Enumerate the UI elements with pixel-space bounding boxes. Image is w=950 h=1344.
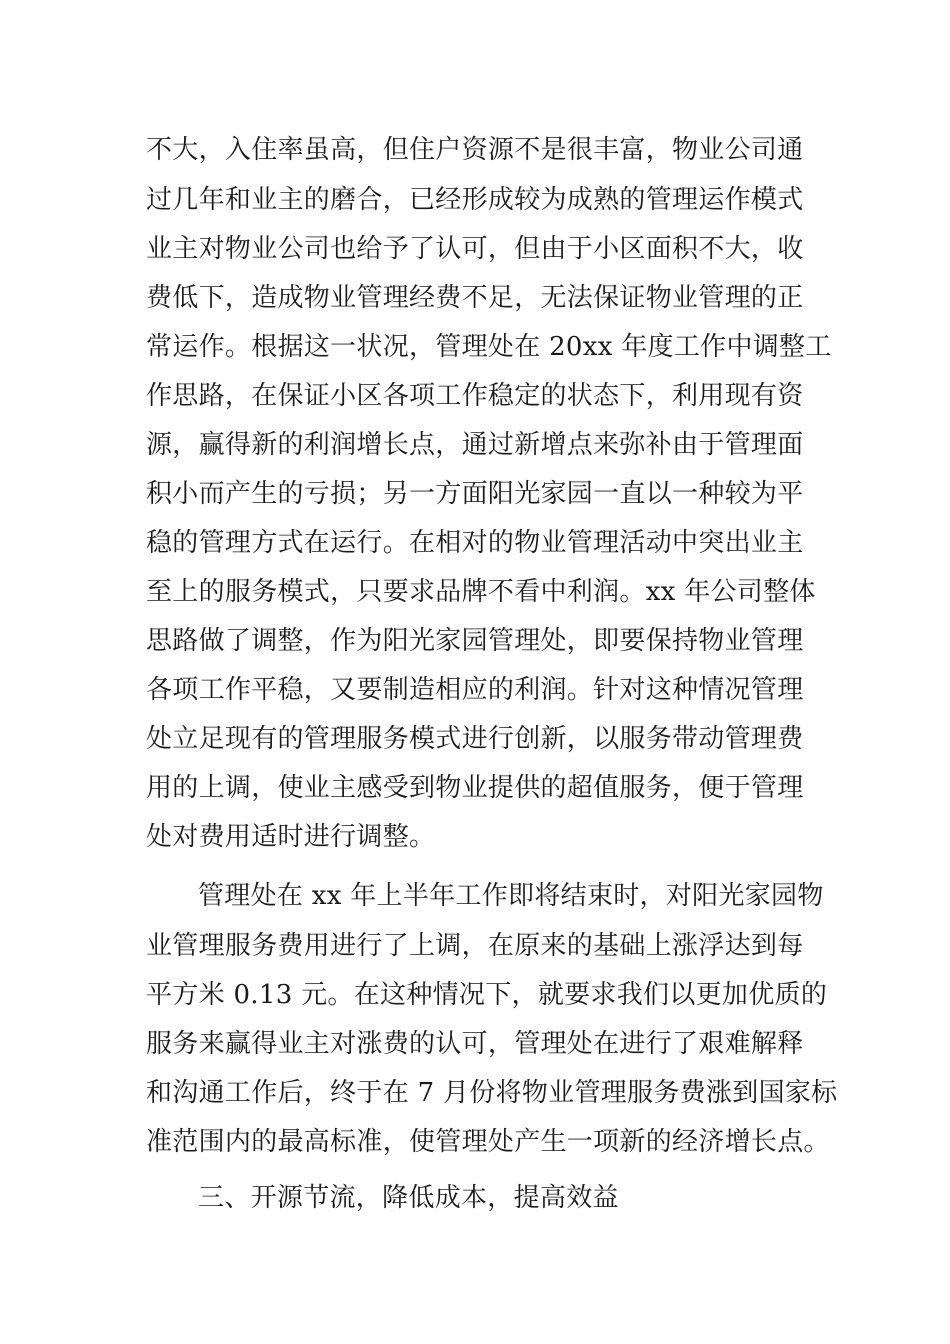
paragraph-line: 思路做了调整，作为阳光家园管理处，即要保持物业管理 [146,626,804,656]
paragraph-line: 不大，入住率虽高，但住户资源不是很丰富，物业公司通 [146,135,804,165]
paragraph-line: 源，赢得新的利润增长点，通过新增点来弥补由于管理面 [146,430,804,460]
paragraph-line: 管理处在 xx 年上半年工作即将结束时，对阳光家园物 [198,881,824,911]
paragraph-line: 常运作。根据这一状况，管理处在 20xx 年度工作中调整工 [146,332,832,362]
paragraph-line: 至上的服务模式，只要求品牌不看中利润。xx 年公司整体 [146,577,816,607]
paragraph-line: 积小而产生的亏损；另一方面阳光家园一直以一种较为平 [146,479,804,509]
paragraph-line: 服务来赢得业主对涨费的认可，管理处在进行了艰难解释 [146,1029,804,1059]
paragraph-line: 处对费用适时进行调整。 [146,822,436,852]
paragraph-line: 处立足现有的管理服务模式进行创新，以服务带动管理费 [146,724,804,754]
paragraph-line: 业管理服务费用进行了上调，在原来的基础上涨浮达到每 [146,931,804,961]
paragraph-line: 费低下，造成物业管理经费不足，无法保证物业管理的正 [146,283,804,313]
paragraph-line: 和沟通工作后，终于在 7 月份将物业管理服务费涨到国家标 [146,1078,838,1108]
paragraph-line: 准范围内的最高标准，使管理处产生一项新的经济增长点。 [146,1127,830,1157]
paragraph-line: 平方米 0.13 元。在这种情况下，就要求我们以更加优质的 [146,980,828,1010]
paragraph-line: 稳的管理方式在运行。在相对的物业管理活动中突出业主 [146,528,804,558]
section-heading: 三、开源节流，降低成本，提高效益 [198,1183,619,1213]
paragraph-line: 作思路，在保证小区各项工作稳定的状态下，利用现有资 [146,381,804,411]
paragraph-line: 用的上调，使业主感受到物业提供的超值服务，便于管理 [146,773,804,803]
paragraph-line: 业主对物业公司也给予了认可，但由于小区面积不大，收 [146,234,804,264]
paragraph-line: 过几年和业主的磨合，已经形成较为成熟的管理运作模式 [146,185,804,215]
paragraph-line: 各项工作平稳，又要制造相应的利润。针对这种情况管理 [146,675,804,705]
